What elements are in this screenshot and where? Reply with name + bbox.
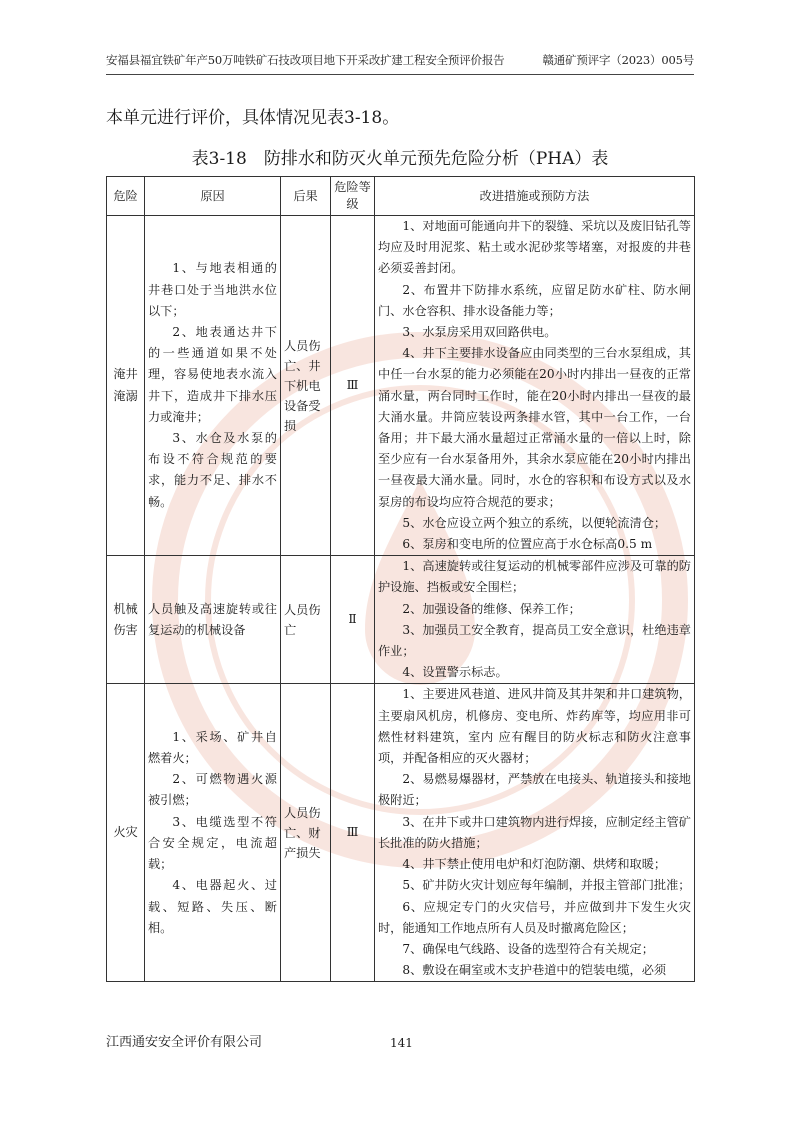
measure-item: 8、敷设在硐室或木支护巷道中的铠装电缆，必须 (402, 963, 667, 978)
cause-item: 4、电器起火、过载、短路、失压、断相。 (148, 878, 277, 935)
report-title: 安福县福宜铁矿年产50万吨铁矿石技改项目地下开采改扩建工程安全预评价报告 (106, 53, 505, 67)
measure-item: 5、矿井防火灾计划应每年编制，并报主管部门批准； (402, 878, 691, 893)
level-cell: Ⅲ (331, 216, 375, 556)
cause-cell (145, 556, 281, 684)
table-row (107, 684, 695, 982)
measure-item: 3、水泵房采用双回路供电。 (402, 325, 557, 340)
hazard-cell: 机械伤害 (107, 556, 145, 684)
cause-item: 2、地表通达井下的一些通道如果不处理，容易使地表水流入井下，造成井下排水压力或淹井； (148, 325, 277, 424)
cause-item: 3、水仓及水泵的布设不符合规范的要求，能力不足、排水不畅。 (148, 431, 277, 509)
table-title: 表3-18 防排水和防灭火单元预先危险分析（PHA）表 (191, 149, 609, 169)
cause-item: 人员触及高速旋转或往复运动的机械设备 (148, 601, 277, 637)
level-cell: Ⅲ (331, 684, 375, 982)
measure-item: 1、高速旋转或往复运动的机械零部件应涉及可靠的防护设施、挡板或安全围栏； (378, 559, 691, 595)
measure-item: 1、对地面可能通向井下的裂缝、采坑以及废旧钻孔等均应及时用泥浆、粘土或水泥砂浆等堵塞，对报废的井巷必须妥善封闭。 (378, 219, 691, 276)
measure-item: 1、主要进风巷道、进风井筒及其井架和井口建筑物，主要扇风机房，机修房、变电所、炸药库等，均应用非可燃性材料建筑，室内 应有醒目的防火标志和防火注意事项，并配备相应的灭火器材； (378, 687, 691, 766)
cause-item: 3、电缆选型不符合安全规定，电流超载； (148, 814, 277, 872)
measure-item: 5、水仓应设立两个独立的系统，以便轮流清仓； (402, 515, 667, 530)
cause-cell (145, 684, 281, 982)
cause-item: 1、采场、矿井自燃着火； (148, 729, 277, 766)
measure-item: 2、易燃易爆器材，严禁放在电接头、轨道接头和接地极附近； (378, 772, 691, 808)
intro-paragraph: 本单元进行评价，具体情况见表3-18。 (106, 108, 400, 128)
table-header-row (107, 177, 695, 216)
table-row (107, 216, 695, 556)
measure-cell (375, 556, 695, 684)
header-measures: 改进措施或预防方法 (375, 177, 695, 216)
cause-cell (145, 216, 281, 556)
header-result: 后果 (281, 177, 331, 216)
level-cell: Ⅱ (331, 556, 375, 684)
measure-item: 6、应规定专门的火灾信号，并应做到井下发生火灾时，能通知工作地点所有人员及时撤离危险区； (378, 899, 691, 935)
result-cell: 人员伤亡、井下机电设备受损 (281, 216, 331, 556)
measure-item: 2、加强设备的维修、保养工作； (402, 601, 581, 616)
table-row (107, 556, 695, 684)
page-number: 141 (390, 1036, 413, 1050)
measure-item: 4、设置警示标志。 (402, 665, 508, 680)
measure-item: 2、布置井下防排水系统，应留足防水矿柱、防水闸门、水仓容积、排水设备能力等； (378, 282, 691, 318)
header-hazard: 危险 (107, 177, 145, 216)
header-rule (106, 74, 694, 75)
page-header (106, 52, 694, 68)
result-cell: 人员伤亡 (281, 556, 331, 684)
pha-table (106, 176, 695, 982)
footer-company: 江西通安安全评价有限公司 (106, 1035, 263, 1050)
measure-item: 6、泵房和变电所的位置应高于水仓标高0.5 m (402, 537, 653, 552)
header-level: 危险等级 (331, 177, 375, 216)
report-number: 赣通矿预评字（2023）005号 (542, 53, 694, 67)
measure-item: 7、确保电气线路、设备的选型符合有关规定； (402, 941, 654, 956)
cause-item: 1、与地表相通的井巷口处于当地洪水位以下； (148, 261, 277, 318)
result-cell: 人员伤亡、财产损失 (281, 684, 331, 982)
measure-item: 3、加强员工安全教育，提高员工安全意识，杜绝违章作业； (378, 622, 691, 659)
measure-item: 3、在井下或井口建筑物内进行焊接，应制定经主管矿长批准的防火措施； (378, 814, 691, 850)
cause-item: 2、可燃物遇火源被引燃； (148, 772, 277, 808)
hazard-cell: 火灾 (107, 684, 145, 982)
measure-cell (375, 684, 695, 982)
measure-item: 4、井下禁止使用电炉和灯泡防潮、烘烤和取暖； (402, 857, 667, 872)
measure-item: 4、井下主要排水设备应由同类型的三台水泵组成，其中任一台水泵的能力必须能在20小时内排出一昼夜的正常涌水量，两台同时工作时，能在20小时内排出一昼夜的最大涌水量。井筒应装设两条排水管，其中一台工作，一台备用；井下最大涌水量超过正常涌水量的一倍以上时，除至少应有一台水泵备用外，其余水泵应能在20小时内排出一昼夜最大涌水量。同时，水仓的容积和布设方式以及水泵房的布设均应符合规范的要求； (378, 346, 691, 509)
measure-cell (375, 216, 695, 556)
header-cause: 原因 (145, 177, 281, 216)
hazard-cell: 淹井淹溺 (107, 216, 145, 556)
